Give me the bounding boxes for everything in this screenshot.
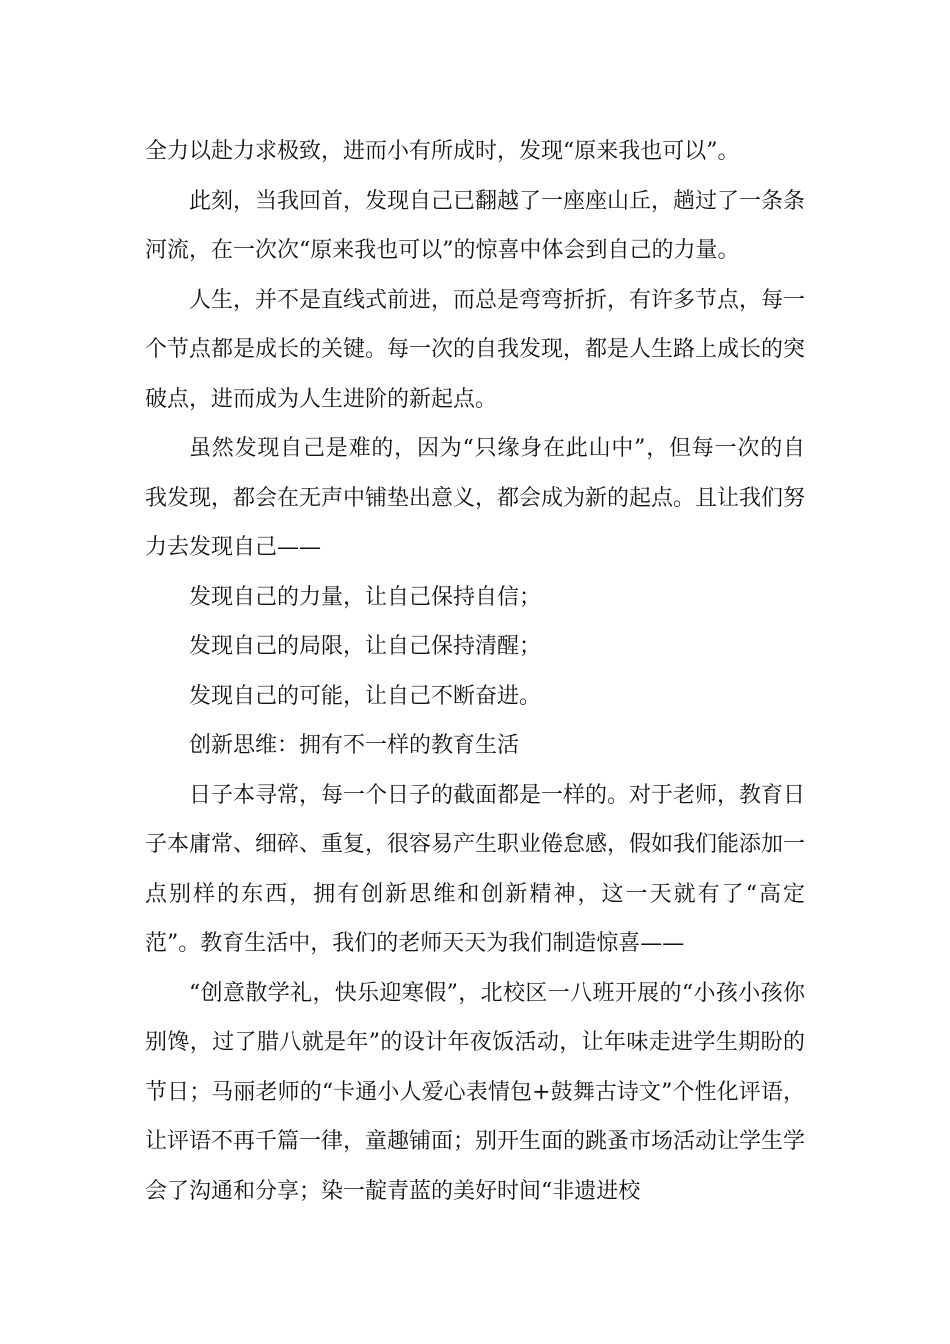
document-body bbox=[145, 127, 805, 1216]
paragraph-continuation: 全力以赴力求极致，进而小有所成时，发现“原来我也可以”。 bbox=[145, 139, 740, 164]
paragraph: 此刻，当我回首，发现自己已翻越了一座座山丘，趟过了一条条河流，在一次次“原来我也可以”的惊喜中体会到自己的力量。 bbox=[145, 188, 806, 263]
paragraph: 虽然发现自己是难的，因为“只缘身在此山中”，但每一次的自我发现，都会在无声中铺垫出意义，都会成为新的起点。且让我们努力去发现自己—— bbox=[145, 436, 806, 560]
paragraph: “创意散学礼，快乐迎寒假”，北校区一八班开展的“小孩小孩你别馋，过了腊八就是年”的设计年夜饭活动，让年味走进学生期盼的节日；马丽老师的“卡通小人爱心表情包+鼓舞古诗文”个性化评语，让评语不再千篇一律，童趣铺面；别开生面的跳蚤市场活动让学生学会了沟通和分享；染一靛青蓝的美好时间“非遗进校 bbox=[145, 980, 806, 1204]
list-line: 发现自己的局限，让自己保持清醒； bbox=[189, 634, 542, 659]
paragraph: 日子本寻常，每一个日子的截面都是一样的。对于老师，教育日子本庸常、细碎、重复，很容易产生职业倦怠感，假如我们能添加一点别样的东西，拥有创新思维和创新精神，这一天就有了“高定范”。教育生活中，我们的老师天天为我们制造惊喜—— bbox=[145, 782, 806, 956]
paragraph: 人生，并不是直线式前进，而总是弯弯折折，有许多节点，每一个节点都是成长的关键。每一次的自我发现，都是人生路上成长的突破点，进而成为人生进阶的新起点。 bbox=[145, 287, 806, 412]
section-heading: 创新思维：拥有不一样的教育生活 bbox=[189, 733, 520, 758]
list-line: 发现自己的可能，让自己不断奋进。 bbox=[189, 683, 542, 709]
list-line: 发现自己的力量，让自己保持自信； bbox=[189, 584, 542, 610]
